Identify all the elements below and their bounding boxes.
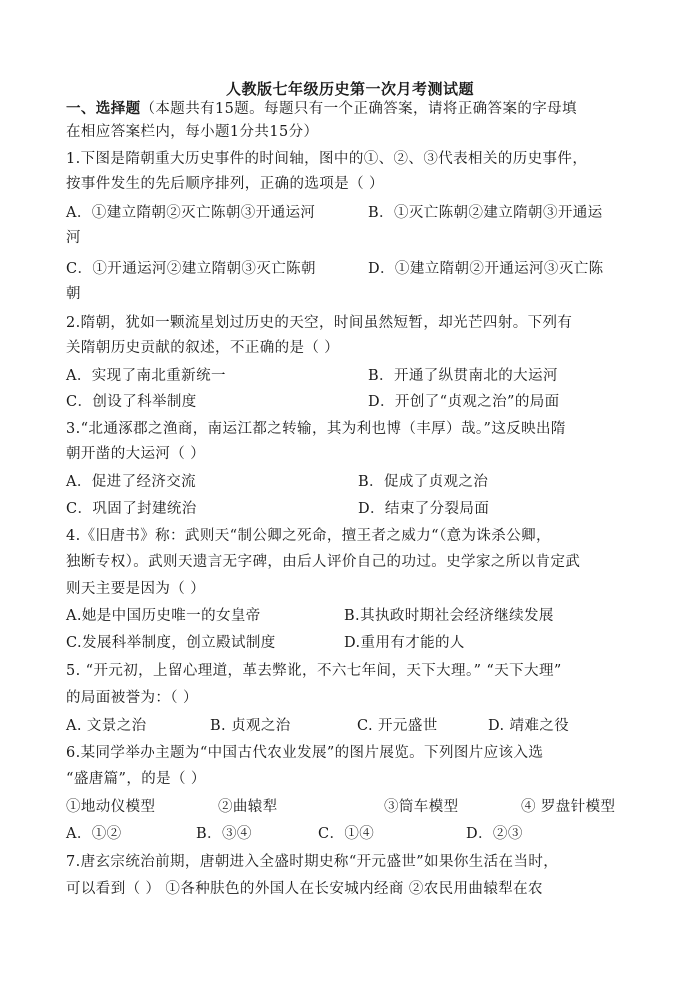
question-2-stem-line-1: 2.隋朝，犹如一颗流星划过历史的天空，时间虽然短暂，却光芒四射。下列有 [66, 315, 573, 331]
question-2-option-c: C．创设了科举制度 [66, 394, 197, 410]
question-1-stem-line-2: 按事件发生的先后顺序排列，正确的选项是（ ） [66, 176, 384, 192]
question-4-option-d: D.重用有才能的人 [344, 635, 465, 651]
question-6-option-c: C．①④ [318, 826, 375, 842]
question-5-option-a: A. 文景之治 [66, 718, 147, 734]
question-4-option-c: C.发展科举制度，创立殿试制度 [66, 635, 276, 651]
question-3-option-b: B．促成了贞观之治 [358, 474, 489, 490]
question-2-option-d: D．开创了“贞观之治”的局面 [368, 394, 560, 410]
question-3-option-d: D．结束了分裂局面 [358, 501, 490, 517]
section-heading: 一、选择题 [66, 100, 141, 117]
question-4-option-b: B.其执政时期社会经济继续发展 [344, 608, 554, 624]
page-title: 人教版七年级历史第一次月考测试题 [225, 80, 474, 98]
question-6-item-1: ①地动仪模型 [66, 799, 156, 815]
question-4-stem-line-1: 4.《旧唐书》称：武则天“制公卿之死命，擅王者之威力“（意为诛杀公卿， [66, 528, 551, 544]
question-1-stem-line-1: 1.下图是隋朝重大历史事件的时间轴，图中的①、②、③代表相关的历史事件， [66, 151, 588, 167]
question-6-option-a: A．①② [66, 826, 122, 842]
question-5-option-c: C. 开元盛世 [357, 718, 438, 734]
question-3-stem-line-1: 3.“北通涿郡之渔商，南运江都之转输，其为利也博（丰厚）哉。”这反映出隋 [66, 421, 566, 437]
section-intro-line-1 [66, 99, 577, 119]
question-3-stem-line-2: 朝开凿的大运河（ ） [66, 446, 206, 462]
question-2-option-a: A．实现了南北重新统一 [66, 368, 226, 384]
question-7-stem-line-1: 7.唐玄宗统治前期，唐朝进入全盛时期史称“开元盛世”如果你生活在当时， [66, 854, 559, 870]
question-5-stem-line-1: 5. “开元初，上留心理道，革去弊讹，不六七年间，天下大理。” “天下大理” [66, 663, 562, 679]
question-6-stem-line-1: 6.某同学举办主题为“中国古代农业发展”的图片展览。下列图片应该入选 [66, 745, 544, 761]
question-7-stem-line-2: 可以看到（ ） ①各种肤色的外国人在长安城内经商 ②农民用曲辕犁在农 [66, 881, 543, 897]
question-2-option-b: B．开通了纵贯南北的大运河 [368, 368, 558, 384]
question-6-item-2: ②曲辕犁 [218, 799, 278, 815]
question-6-item-4: ④ 罗盘针模型 [521, 799, 616, 815]
question-1-option-d-cont: 朝 [66, 286, 81, 302]
question-2-stem-line-2: 关隋朝历史贡献的叙述，不正确的是（ ） [66, 340, 340, 356]
question-5-option-d: D. 靖难之役 [488, 718, 570, 734]
question-1-option-d: D．①建立隋朝②开通运河③灭亡陈 [368, 261, 604, 277]
question-6-stem-line-2: “盛唐篇”，的是（ ） [66, 771, 206, 787]
question-1-option-a: A．①建立隋朝②灭亡陈朝③开通运河 [66, 205, 316, 221]
question-6-option-b: B．③④ [196, 826, 252, 842]
question-3-option-a: A．促进了经济交流 [66, 474, 197, 490]
question-3-option-c: C．巩固了封建统治 [66, 501, 197, 517]
question-5-option-b: B. 贞观之治 [210, 718, 291, 734]
section-intro-line-2: 在相应答案栏内，每小题1分共15分） [66, 124, 319, 140]
question-4-stem-line-2: 独断专权）。武则天遗言无字碑，由后人评价自己的功过。史学家之所以肯定武 [66, 554, 581, 570]
question-5-stem-line-2: 的局面被誉为：（ ） [66, 690, 198, 706]
question-4-stem-line-3: 则天主要是因为（ ） [66, 581, 206, 597]
question-4-option-a: A.她是中国历史唯一的女皇帝 [66, 608, 261, 624]
question-1-option-b-cont: 河 [66, 230, 81, 246]
question-6-option-d: D．②③ [466, 826, 523, 842]
section-intro-text: （本题共有15题。每题只有一个正确答案，请将正确答案的字母填 [140, 101, 577, 117]
question-1-option-c: C．①开通运河②建立隋朝③灭亡陈朝 [66, 261, 316, 277]
question-6-item-3: ③筒车模型 [384, 799, 459, 815]
question-1-option-b: B．①灭亡陈朝②建立隋朝③开通运 [368, 205, 603, 221]
